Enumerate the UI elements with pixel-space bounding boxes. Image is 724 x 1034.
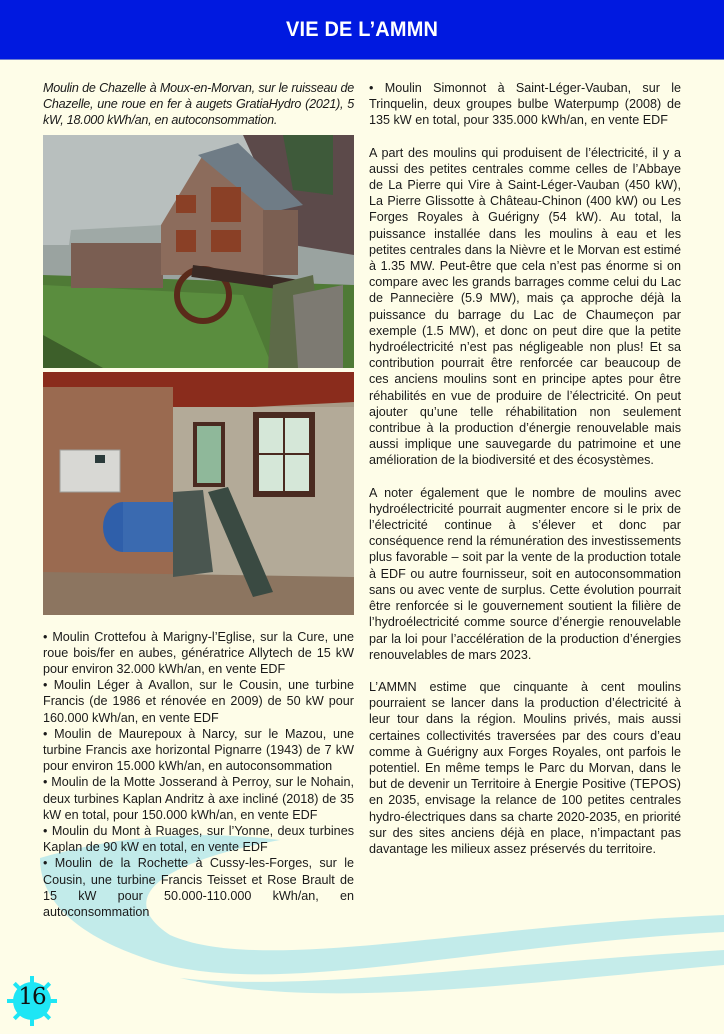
paragraph-ammn-estimate: L’AMMN estime que cinquante à cent moulins pourraient se lancer dans la production d’électricité à leur tour dans la région. Moulins privés, mais aussi certaines collectivités traversées par des cours d’eau comme à Guérigny aux Forges Royales, ont parfois le potentiel. En même temps le Parc du Morvan, dans le but de devenir un Territoire à Energie Positive (TEPOS) en 2035, envisage la relance de 100 petites centrales hydro-électriques dans sa charte 2020-2035, en priorité sur des sites anciens déjà en place, n’impactant pas davantage les milieux assez préservés du territoire. (369, 679, 681, 856)
mill-photo (43, 135, 354, 368)
mill-photo-image (43, 135, 354, 368)
left-column (43, 80, 354, 920)
paragraph-growth-outlook: A noter également que le nombre de moulins avec hydroélectricité pourrait augmenter encore si le prix de l’électricité continue à s’élever et donc par conséquence rend la rémunération des investissements plus favorable – soit par la vente de la production totale à EDF ou autre fournisseur, soit en autoconsommation sans ou avec vente de surplus. Cette évolution pourrait être renforcée si le gouvernement soutient la filière de l’hydroélectricité comme source d’énergie renouvelable par la loi pour l’accélération de la production d’énergies renouvelables de mars 2023. (369, 485, 681, 662)
section-title: VIE DE L’AMMN (285, 17, 439, 41)
page-number-badge (4, 973, 60, 1029)
turbine-photo-image (43, 372, 354, 615)
list-item: • Moulin de la Rochette à Cussy-les-Forges, sur le Cousin, une turbine Francis Teisset et Rose Brault de 15 kW pour 50.000-110.000 kWh/an, en autoconsommation (43, 855, 354, 920)
list-item: • Moulin de la Motte Josserand à Perroy, sur le Nohain, deux turbines Kaplan Andritz à axe incliné (2018) de 35 kW en total, pour 150.000 kWh/an, en vente EDF (43, 774, 354, 823)
paragraph-small-plants: A part des moulins qui produisent de l’électricité, il y a aussi des petites centrales comme celles de l’Abbaye de La Pierre qui Vire à Saint-Léger-Vauban (450 kW), La Pierre Glissotte à Château-Chinon (400 kW) ou Les Forges Royales à Guérigny (54 kW). Au total, la puissance installée dans les moulins à eau et les petites centrales dans la Nièvre et le Morvan est estimé à 1.35 MW. Peut-être que cela n’est pas énorme si on compare avec les grands barrages comme celui du Lac de Pannecière (5.9 MW), mais ça approche déjà la puissance du barrage du Lac de Chaumeçon par exemple (1.5 MW), et donc on peut dire que la petite hydroélectricité n’est pas négligeable non plus! Et sa contribution pourrait être renforcée car beaucoup de ces anciens moulins sont en principe aptes pour être réhabilités en vue de produire de l’électricité. On peut ajouter qu’une telle réhabilitation non seulement contribue à la production d’énergie renouvelable mais aussi implique une sauvegarde du patrimoine et une amélioration de la biodiversité et des écosystèmes. (369, 145, 681, 468)
page-number: 16 (18, 984, 46, 1010)
turbine-room-photo (43, 372, 354, 615)
list-item: • Moulin de Maurepoux à Narcy, sur le Mazou, une turbine Francis axe horizontal Pignarre (1943) de 7 kW pour environ 15.000 kWh/an, en autoconsommation (43, 726, 354, 775)
list-item: • Moulin Léger à Avallon, sur le Cousin, une turbine Francis (de 1986 et rénovée en 2009) de 50 kW pour 160.000 kWh/an, en vente EDF (43, 677, 354, 726)
right-column (369, 80, 681, 873)
list-item: • Moulin du Mont à Ruages, sur l’Yonne, deux turbines Kaplan de 90 kW en total, en vente EDF (43, 823, 354, 855)
left-mill-list (43, 629, 354, 921)
list-item: • Moulin Simonnot à Saint-Léger-Vauban, sur le Trinquelin, deux groupes bulbe Waterpump (2008) de 135 kW en total, pour 335.000 kWh/an, en vente EDF (369, 80, 681, 129)
right-mill-list (369, 80, 681, 129)
list-item: • Moulin Crottefou à Marigny-l’Eglise, sur la Cure, une roue bois/fer en aubes, génératrice Allytech de 15 kW pour environ 32.000 kWh/an, en vente EDF (43, 629, 354, 678)
photo-caption: Moulin de Chazelle à Moux-en-Morvan, sur le ruisseau de Chazelle, une roue en fer à augets GratiaHydro (2021), 5 kW, 18.000 kWh/an, en autoconsommation. (43, 81, 354, 128)
